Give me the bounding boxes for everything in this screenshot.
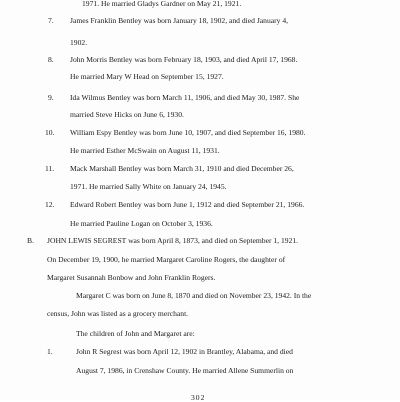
child-entry-1-line-2: August 7, 1986, in Crenshaw County. He married Allene Summerlin on — [76, 366, 294, 375]
entry-10-line-2: He married Esther McSwain on August 11, 1931. — [70, 146, 220, 155]
entry-11-line-1: Mack Marshall Bentley was born March 31, 1910 and died December 26, — [70, 164, 294, 173]
entry-number-8: 8. — [48, 55, 54, 64]
children-intro: The children of John and Margaret are: — [76, 329, 195, 338]
entry-12-line-2: He married Pauline Logan on October 3, 1936. — [70, 219, 213, 228]
entry-8-line-2: He married Mary W Head on September 15, 1927. — [70, 72, 224, 81]
entry-8-line-1: John Morris Bentley was born February 18, 1903, and died April 17, 1968. — [70, 55, 298, 64]
entry-12-line-1: Edward Robert Bentley was born June 1, 1912 and died September 21, 1966. — [70, 200, 305, 209]
section-b-paragraph-line-2: census, John was listed as a grocery merchant. — [47, 309, 189, 318]
continuation-line: 1971. He married Gladys Gardner on May 21, 1921. — [82, 0, 242, 8]
section-b-line-1: JOHN LEWIS SEGREST was born April 8, 1873, and died on September 1, 1921. — [47, 236, 299, 245]
entry-number-10: 10. — [45, 128, 55, 137]
entry-10-line-1: William Espy Bentley was born June 10, 1907, and died September 16, 1980. — [70, 128, 306, 137]
child-entry-number-1: 1. — [47, 347, 53, 356]
entry-number-11: 11. — [45, 164, 55, 173]
entry-number-9: 9. — [48, 93, 54, 102]
entry-7-line-2: 1902. — [70, 38, 88, 47]
entry-11-line-2: 1971. He married Sally White on January 24, 1945. — [70, 182, 227, 191]
entry-number-12: 12. — [45, 200, 55, 209]
entry-9-line-1: Ida Wilmus Bentley was born March 11, 1906, and died May 30, 1987. She — [70, 93, 300, 102]
section-b-line-2: On December 19, 1900, he married Margaret Caroline Rogers, the daughter of — [47, 255, 286, 264]
page-number: 302 — [191, 393, 206, 402]
section-b-line-3: Margaret Susannah Bonbow and John Franklin Rogers. — [47, 273, 216, 282]
child-entry-1-line-1: John R Segrest was born April 12, 1902 in Brantley, Alabama, and died — [76, 347, 293, 356]
entry-7-line-1: James Franklin Bentley was born January 18, 1902, and died January 4, — [70, 16, 289, 25]
section-b-paragraph-line-1: Margaret C was born on June 8, 1870 and died on November 23, 1942. In the — [76, 291, 312, 300]
entry-9-line-2: married Steve Hicks on June 6, 1930. — [70, 110, 184, 119]
section-label-b: B. — [27, 236, 34, 245]
entry-number-7: 7. — [48, 16, 54, 25]
